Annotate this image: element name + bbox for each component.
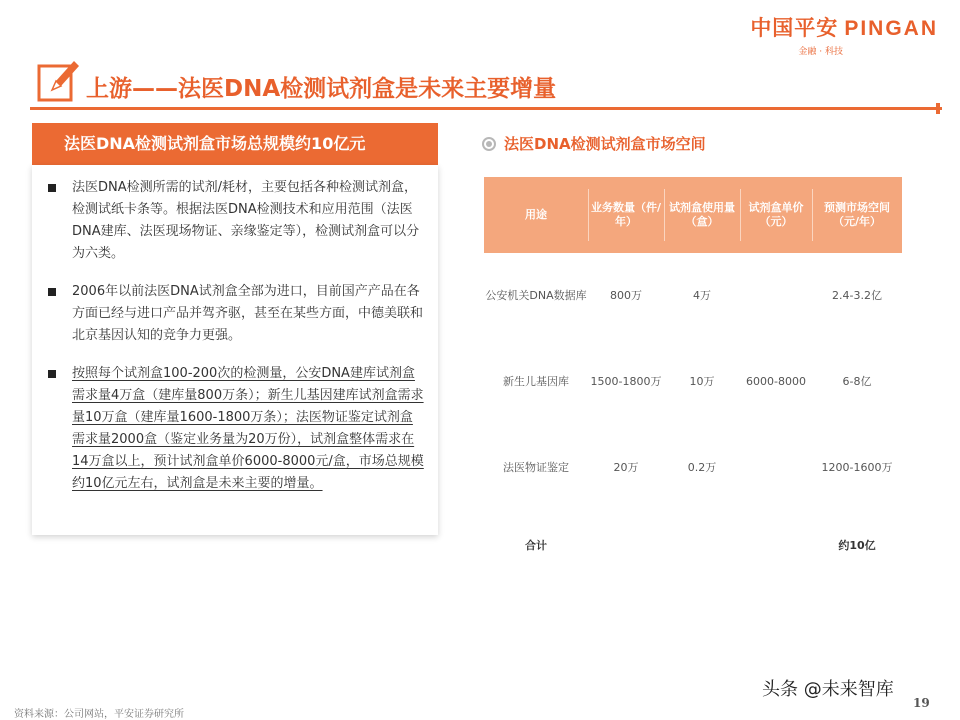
header-cell: 试剂盒单价（元）	[748, 201, 804, 228]
source-note: 资料来源：公司网站，平安证券研究所	[14, 709, 184, 720]
header-divider	[812, 189, 813, 241]
pencil-note-icon	[36, 56, 80, 104]
table-cell: 6000-8000	[746, 375, 806, 388]
table-cell: 4万	[693, 289, 711, 302]
table-row	[484, 339, 902, 425]
table-cell: 1500-1800万	[590, 375, 662, 388]
radio-circle-icon	[482, 137, 496, 151]
table-cell: 6-8亿	[842, 375, 872, 388]
table-cell: 2.4-3.2亿	[832, 289, 882, 302]
header-divider	[740, 189, 741, 241]
header-cell: 用途	[525, 208, 547, 221]
bullet-list	[32, 165, 438, 495]
table-row	[484, 425, 902, 511]
logo-cn: 中国平安	[750, 16, 839, 40]
table-cell: 1200-1600万	[821, 461, 893, 474]
table-cell: 800万	[610, 289, 642, 302]
table-cell	[664, 511, 740, 581]
table-total-row	[484, 511, 902, 581]
header-cell: 预测市场空间（元/年）	[824, 201, 890, 228]
table-cell	[740, 253, 812, 339]
table-cell	[588, 511, 664, 581]
table-cell: 新生儿基因库	[503, 375, 569, 388]
table-cell: 20万	[613, 461, 639, 474]
bullet-item: 2006年以前法医DNA试剂盒全部为进口，目前国产产品在各方面已经与进口产品并驾齐驱，甚至在某些方面，中德美联和北京基因认知的竞争力更强。	[46, 281, 424, 347]
page-number: 19	[913, 696, 930, 710]
table-cell	[740, 511, 812, 581]
header-cell: 业务数量（件/年）	[590, 201, 662, 228]
bullet-item: 法医DNA检测所需的试剂/耗材，主要包括各种检测试剂盒，检测试纸卡条等。根据法医DNA检测技术和应用范围（法医DNA建库、法医现场物证、亲缘鉴定等），检测试剂盒可以分为六类。	[46, 177, 424, 265]
page-title: 上游——法医DNA检测试剂盒是未来主要增量	[86, 76, 557, 102]
table-cell: 合计	[525, 539, 547, 552]
logo-tagline: 金融 · 科技	[798, 47, 843, 57]
market-space-table	[484, 177, 902, 581]
title-underline	[30, 107, 942, 110]
title-underline-end	[936, 103, 940, 114]
logo-wordmark	[738, 12, 938, 42]
right-heading-text: 法医DNA检测试剂盒市场空间	[504, 135, 706, 153]
header-cell: 试剂盒使用量（盒）	[669, 201, 735, 228]
left-content-box	[32, 165, 438, 535]
logo-en: PINGAN	[844, 17, 938, 40]
table-cell: 公安机关DNA数据库	[485, 289, 587, 302]
table-cell: 约10亿	[838, 539, 876, 552]
pingan-logo	[738, 12, 938, 57]
table-header	[484, 177, 902, 253]
right-heading	[482, 133, 706, 154]
table-row	[484, 253, 902, 339]
bullet-item: 按照每个试剂盒100-200次的检测量，公安DNA建库试剂盒需求量4万盒（建库量800万条）；新生儿基因建库试剂盒需求量10万盒（建库量1600-1800万条）；法医物证鉴定试剂盒需求量2000盒（鉴定业务量为20万份），试剂盒整体需求在14万盒以上，预计试剂盒单价6000-8000元/盒，市场总规模约10亿元左右，试剂盒是未来主要的增量。	[46, 363, 424, 495]
left-banner: 法医DNA检测试剂盒市场总规模约10亿元	[32, 123, 438, 165]
table-cell: 法医物证鉴定	[503, 461, 569, 474]
table-cell: 10万	[689, 375, 715, 388]
header-divider	[588, 189, 589, 241]
table-cell	[740, 425, 812, 511]
table-cell: 0.2万	[687, 461, 717, 474]
watermark: 头条 @未来智库	[762, 679, 894, 700]
header-divider	[664, 189, 665, 241]
